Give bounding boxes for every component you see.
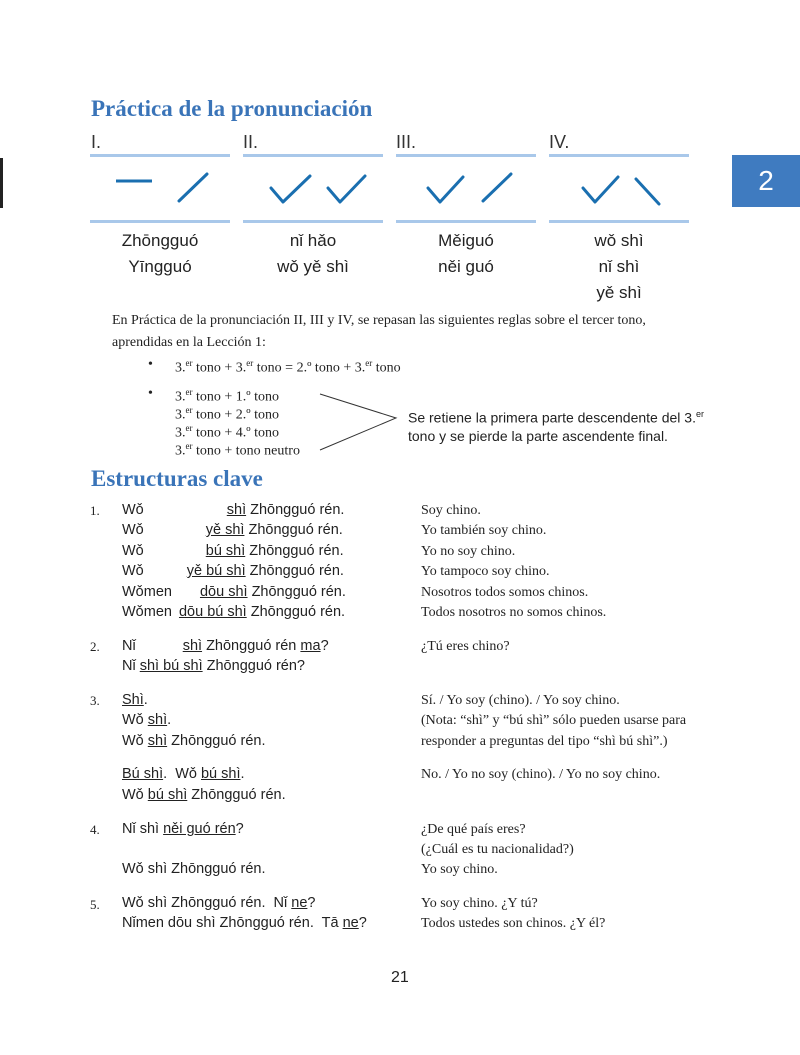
- chinese-sentence: Wǒ bú shì Zhōngguó rén.: [122, 787, 286, 803]
- bracket-arrow: [318, 392, 400, 456]
- column-label-1: I.: [91, 132, 102, 152]
- column-bottom-rule: [243, 220, 383, 223]
- pinyin-word: něi guó: [438, 257, 494, 276]
- rule-two-note: Se retiene la primera parte descendente del 3.$^{er}$ tono y se pierde la parte ascendente final.: [408, 409, 704, 444]
- pinyin-column-4: [549, 228, 689, 306]
- spanish-translation: Todos nosotros no somos chinos.: [421, 605, 607, 620]
- spanish-translation: Todos ustedes son chinos. ¿Y él?: [421, 916, 606, 931]
- spanish-translation: Soy chino.: [421, 503, 481, 518]
- spanish-translation: Yo no soy chino.: [421, 544, 516, 559]
- pinyin-word: wǒ shì: [594, 231, 644, 250]
- spanish-translation: Sí. / Yo soy (chino). / Yo soy chino.: [421, 693, 620, 708]
- practice-heading: Práctica de la pronunciación: [91, 96, 373, 121]
- column-label-3: III.: [396, 132, 417, 152]
- pinyin-word: Yīngguó: [128, 257, 192, 276]
- fourth-tone-icon: [636, 179, 659, 204]
- spanish-translation: Yo tampoco soy chino.: [421, 564, 550, 579]
- third-tone-icon: [328, 176, 365, 202]
- chinese-sentence: Wǒ shì.: [122, 712, 172, 728]
- third-tone-icon: [271, 176, 310, 202]
- second-tone-icon: [483, 174, 511, 201]
- spanish-translation: Yo también soy chino.: [421, 523, 547, 538]
- column-bottom-rule: [90, 220, 230, 223]
- spanish-translation: Yo soy chino. ¿Y tú?: [421, 896, 538, 911]
- rule-two-line: 3.$^{er}$ tono + 2.º tono: [175, 405, 280, 423]
- column-label-2: II.: [243, 132, 259, 152]
- spanish-translation: responder a preguntas del tipo “shì bú shì”.): [421, 734, 668, 749]
- spanish-translation: No. / Yo no soy (chino). / Yo no soy chino.: [421, 767, 661, 782]
- spanish-translation: ¿Tú eres chino?: [421, 639, 510, 654]
- chinese-sentence: Bú shì. Wǒ bú shì.: [122, 766, 245, 782]
- column-top-rule: [549, 154, 689, 157]
- chinese-sentence: Wǒ yě shì Zhōngguó rén.: [122, 522, 343, 538]
- column-label-4: IV.: [549, 132, 570, 152]
- column-top-rule: [243, 154, 383, 157]
- column-top-rule: [90, 154, 230, 157]
- rule-one: 3.$^{er}$ tono + 3.$^{er}$ tono = 2.º tono + 3.$^{er}$ tono: [175, 358, 401, 376]
- page-number: 21: [391, 969, 409, 986]
- rule-two-line: 3.$^{er}$ tono + 4.º tono: [175, 423, 280, 441]
- chinese-sentence: Nǐ shì bú shì Zhōngguó rén?: [122, 658, 305, 674]
- pinyin-column-1: [90, 228, 230, 280]
- second-tone-icon: [179, 174, 207, 201]
- pinyin-word: yě shì: [596, 283, 642, 302]
- item-number: 2.: [90, 639, 100, 654]
- item-number: 1.: [90, 503, 100, 518]
- chinese-sentence: Wǒ shì Zhōngguó rén.: [122, 861, 266, 877]
- chinese-sentence: Wǒ shì Zhōngguó rén.: [122, 733, 266, 749]
- spanish-translation: Nosotros todos somos chinos.: [421, 585, 589, 600]
- pinyin-word: Měiguó: [438, 231, 494, 250]
- spanish-translation: (Nota: “shì” y “bú shì” sólo pueden usarse para: [421, 713, 687, 728]
- spanish-translation: ¿De qué país eres?: [421, 822, 526, 837]
- third-tone-icon: [428, 177, 463, 202]
- chinese-sentence: Wǒ shì Zhōngguó rén.: [122, 502, 345, 518]
- spanish-translation: Yo soy chino.: [421, 862, 498, 877]
- margin-mark: [0, 158, 3, 208]
- item-number: 4.: [90, 822, 100, 837]
- column-bottom-rule: [396, 220, 536, 223]
- tone-marks: [90, 160, 690, 218]
- item-number: 3.: [90, 693, 100, 708]
- spanish-translation: (¿Cuál es tu nacionalidad?): [421, 842, 574, 857]
- chapter-tab: 2: [732, 155, 800, 207]
- rule-two-line: 3.$^{er}$ tono + 1.º tono: [175, 387, 280, 405]
- bullet: •: [148, 386, 153, 401]
- rule-two-line: 3.$^{er}$ tono + tono neutro: [175, 441, 300, 459]
- chinese-sentence: Wǒ yě bú shì Zhōngguó rén.: [122, 563, 344, 579]
- pinyin-word: nǐ shì: [598, 257, 640, 276]
- structures-heading: Estructuras clave: [91, 466, 263, 491]
- pinyin-column-3: [396, 228, 536, 280]
- chinese-sentence: Shì.: [122, 692, 148, 708]
- chinese-sentence: Nǐ shì něi guó rén?: [122, 821, 244, 837]
- intro-paragraph: En Práctica de la pronunciación II, III y IV, se repasan las siguientes reglas sobre el tercer tono, aprendidas en la Lección 1:: [112, 313, 646, 350]
- chinese-sentence: Wǒmen dōu bú shì Zhōngguó rén.: [122, 604, 346, 620]
- chinese-sentence: Wǒmen dōu shì Zhōngguó rén.: [122, 584, 346, 600]
- column-bottom-rule: [549, 220, 689, 223]
- chinese-sentence: Nǐmen dōu shì Zhōngguó rén. Tā ne?: [122, 915, 367, 931]
- pinyin-word: Zhōngguó: [121, 231, 199, 250]
- pinyin-column-2: [243, 228, 383, 280]
- third-tone-icon: [583, 177, 618, 202]
- pinyin-word: nǐ hǎo: [289, 231, 337, 250]
- chinese-sentence: Wǒ shì Zhōngguó rén. Nǐ ne?: [122, 895, 316, 911]
- item-number: 5.: [90, 897, 100, 912]
- chinese-sentence: Wǒ bú shì Zhōngguó rén.: [122, 543, 344, 559]
- bullet: •: [148, 357, 153, 372]
- chinese-sentence: Nǐ shì Zhōngguó rén ma?: [122, 638, 329, 654]
- pinyin-word: wǒ yě shì: [277, 257, 349, 276]
- column-top-rule: [396, 154, 536, 157]
